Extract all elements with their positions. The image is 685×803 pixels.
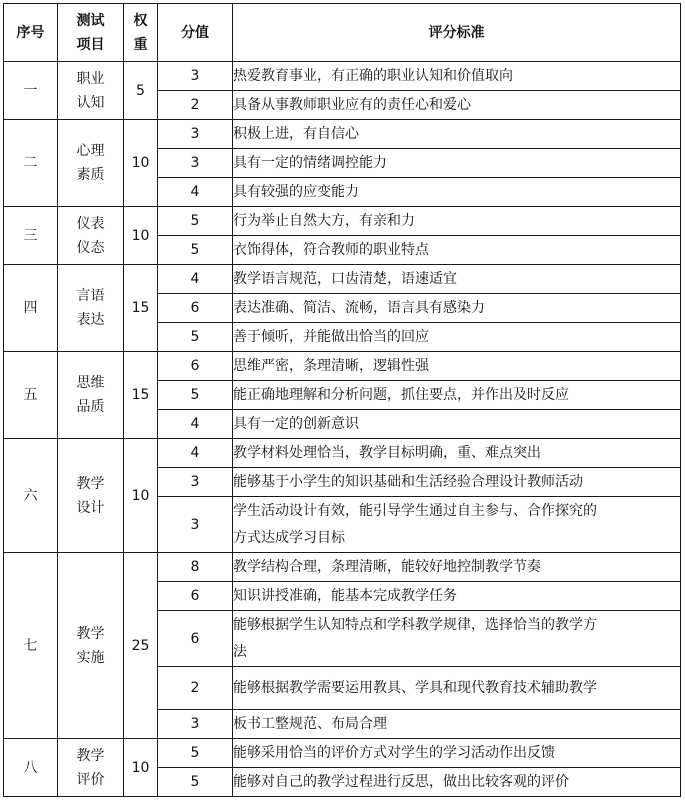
seq-cell: 四 [4, 265, 58, 352]
criteria-cell: 知识讲授准确，能基本完成教学任务 [233, 582, 681, 611]
criteria-cell: 板书工整规范、布局合理 [233, 710, 681, 739]
score-cell: 5 [158, 381, 233, 410]
item-line2: 评价 [76, 771, 105, 788]
criteria-cell: 教学结构合理，条理清晰，能较好地控制教学节奏 [233, 553, 681, 582]
table-row [4, 352, 681, 381]
item-line2: 设计 [76, 499, 105, 516]
criteria-cell: 具有一定的创新意识 [233, 410, 681, 439]
item-cell [58, 120, 124, 207]
criteria-cell: 具有一定的情绪调控能力 [233, 149, 681, 178]
score-cell: 4 [158, 265, 233, 294]
score-cell: 6 [158, 352, 233, 381]
item-cell [58, 62, 124, 120]
weight-cell: 10 [124, 439, 158, 553]
table-row [4, 739, 681, 768]
item-cell [58, 265, 124, 352]
criteria-line: 方式达成学习目标 [233, 529, 345, 546]
criteria-cell: 思维严密，条理清晰，逻辑性强 [233, 352, 681, 381]
item-line2: 实施 [76, 649, 105, 666]
criteria-cell: 积极上进，有自信心 [233, 120, 681, 149]
criteria-line: 学生活动设计有效，能引导学生通过自主参与、合作探究的 [233, 502, 597, 519]
criteria-cell: 表达准确、简洁、流畅，语言具有感染力 [233, 294, 681, 323]
item-line1: 思维 [76, 375, 105, 391]
score-cell: 5 [158, 207, 233, 236]
score-cell: 3 [158, 62, 233, 91]
seq-cell: 二 [4, 120, 58, 207]
criteria-cell: 善于倾听，并能做出恰当的回应 [233, 323, 681, 352]
criteria-cell: 能够采用恰当的评价方式对学生的学习活动作出反馈 [233, 739, 681, 768]
item-line1: 言语 [76, 288, 105, 304]
header-item [58, 4, 124, 62]
item-line1: 教学 [76, 475, 105, 492]
score-cell: 3 [158, 120, 233, 149]
item-line1: 心理 [76, 143, 105, 159]
score-cell: 2 [158, 667, 233, 710]
criteria-cell: 热爱教育事业，有正确的职业认知和价值取向 [233, 62, 681, 91]
header-weight-line2: 重 [133, 36, 148, 53]
table-row [4, 62, 681, 91]
score-cell: 6 [158, 582, 233, 611]
item-line1: 职业 [76, 70, 105, 87]
scoring-table [3, 3, 681, 797]
seq-cell: 三 [4, 207, 58, 265]
item-cell [58, 739, 124, 797]
header-weight [124, 4, 158, 62]
score-cell: 4 [158, 178, 233, 207]
header-item-line2: 项目 [76, 36, 105, 53]
weight-cell: 10 [124, 120, 158, 207]
item-line1: 仪表 [76, 215, 105, 232]
seq-cell: 七 [4, 553, 58, 739]
header-item-line1: 测试 [76, 12, 105, 29]
criteria-cell: 能够对自己的教学过程进行反思，做出比较客观的评价 [233, 768, 681, 797]
score-cell: 3 [158, 149, 233, 178]
item-line1: 教学 [76, 747, 105, 764]
item-cell [58, 439, 124, 553]
criteria-line: 法 [233, 643, 247, 660]
criteria-cell: 能够根据教学需要运用教具、学具和现代教育技术辅助教学 [233, 667, 681, 710]
criteria-cell: 具有较强的应变能力 [233, 178, 681, 207]
weight-cell: 15 [124, 265, 158, 352]
score-cell: 4 [158, 410, 233, 439]
score-cell: 8 [158, 553, 233, 582]
header-row [4, 4, 681, 62]
item-line1: 教学 [76, 625, 105, 642]
table-row [4, 207, 681, 236]
item-cell [58, 207, 124, 265]
criteria-cell [233, 611, 681, 667]
weight-cell: 25 [124, 553, 158, 739]
weight-cell: 10 [124, 739, 158, 797]
item-line2: 仪态 [76, 239, 105, 256]
score-cell: 5 [158, 236, 233, 265]
table-row [4, 439, 681, 468]
criteria-cell: 行为举止自然大方，有亲和力 [233, 207, 681, 236]
header-score: 分值 [158, 4, 233, 62]
item-line2: 认知 [76, 94, 105, 111]
criteria-cell: 能正确地理解和分析问题，抓住要点，并作出及时反应 [233, 381, 681, 410]
score-cell: 6 [158, 611, 233, 667]
item-line2: 品质 [76, 399, 105, 415]
item-line2: 表达 [76, 312, 105, 328]
item-cell [58, 553, 124, 739]
header-weight-line1: 权 [133, 12, 148, 29]
criteria-cell [233, 497, 681, 553]
score-cell: 2 [158, 91, 233, 120]
score-cell: 3 [158, 710, 233, 739]
criteria-cell: 教学语言规范，口齿清楚，语速适宜 [233, 265, 681, 294]
seq-cell: 一 [4, 62, 58, 120]
header-criteria: 评分标准 [233, 4, 681, 62]
criteria-cell: 教学材料处理恰当，教学目标明确，重、难点突出 [233, 439, 681, 468]
item-line2: 素质 [76, 167, 105, 183]
score-cell: 4 [158, 439, 233, 468]
weight-cell: 5 [124, 62, 158, 120]
criteria-line: 能够根据学生认知特点和学科教学规律，选择恰当的教学方 [233, 616, 597, 633]
score-cell: 3 [158, 497, 233, 553]
item-cell [58, 352, 124, 439]
score-cell: 5 [158, 739, 233, 768]
criteria-cell: 衣饰得体，符合教师的职业特点 [233, 236, 681, 265]
criteria-cell: 具备从事教师职业应有的责任心和爱心 [233, 91, 681, 120]
score-cell: 5 [158, 323, 233, 352]
criteria-cell: 能够基于小学生的知识基础和生活经验合理设计教师活动 [233, 468, 681, 497]
seq-cell: 八 [4, 739, 58, 797]
table-row [4, 120, 681, 149]
seq-cell: 六 [4, 439, 58, 553]
header-seq: 序号 [4, 4, 58, 62]
weight-cell: 15 [124, 352, 158, 439]
weight-cell: 10 [124, 207, 158, 265]
seq-cell: 五 [4, 352, 58, 439]
score-cell: 5 [158, 768, 233, 797]
score-cell: 6 [158, 294, 233, 323]
score-cell: 3 [158, 468, 233, 497]
table-row [4, 553, 681, 582]
table-row [4, 265, 681, 294]
